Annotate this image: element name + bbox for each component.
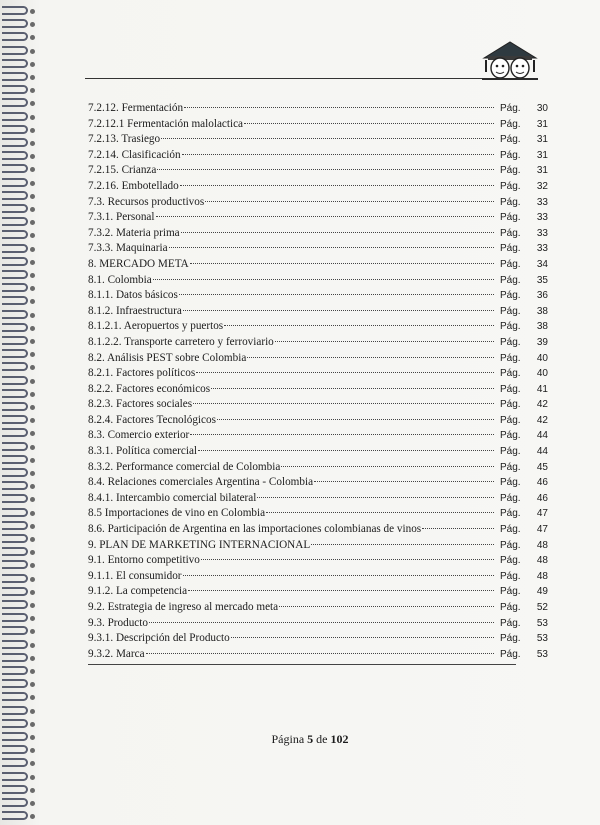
toc-entry-page [500,524,548,535]
toc-entry [88,289,548,305]
binding-ring [2,46,28,55]
toc-entry [88,492,548,508]
toc-entry [88,429,548,445]
table-of-contents [88,102,548,663]
binding-ring [2,587,28,596]
page-label: Pág. [500,352,521,364]
toc-entry [88,632,548,648]
toc-entry [88,118,548,134]
page-label: Pág. [500,648,521,660]
toc-entry [88,398,548,414]
binding-ring [2,415,28,424]
toc-entry-page [500,384,548,395]
binding-ring [2,336,28,345]
toc-entry [88,352,548,368]
toc-entry-title: 8.4. Relaciones comerciales Argentina - Colombia [88,476,314,489]
footer-prefix: Página [271,732,305,746]
toc-entry-page [500,103,548,114]
page-label: Pág. [500,243,521,255]
toc-entry [88,102,548,118]
toc-entry [88,133,548,149]
toc-entry-title: 7.3. Recursos productivos [88,195,205,208]
page-number: 33 [536,212,548,224]
toc-entry-page [500,275,548,286]
page-label: Pág. [500,633,521,645]
binding-ring [2,772,28,781]
dot-leader [244,123,494,124]
page-label: Pág. [500,524,521,536]
binding-ring [2,19,28,28]
page-number: 53 [536,648,548,660]
page-label: Pág. [500,290,521,302]
page-label: Pág. [500,492,521,504]
toc-entry-title: 9.1.1. El consumidor [88,569,182,582]
dot-leader [205,201,494,202]
page-number: 47 [536,508,548,520]
page-number: 47 [536,524,548,536]
toc-entry [88,211,548,227]
dot-leader [211,388,494,389]
toc-entry-title: 7.2.12.1 Fermentación malolactica [88,117,244,130]
page-label: Pág. [500,180,521,192]
toc-entry [88,274,548,290]
binding-ring [2,112,28,121]
toc-entry-title: 7.2.15. Crianza [88,164,157,177]
toc-entry-page [500,430,548,441]
page-number: 41 [536,383,548,395]
page-number: 38 [536,321,548,333]
binding-ring [2,679,28,688]
toc-entry-page [500,212,548,223]
footer-current-page: 5 [307,732,314,746]
dot-leader [311,544,494,545]
toc-entry-title: 9. PLAN DE MARKETING INTERNACIONAL [88,538,311,551]
binding-ring [2,72,28,81]
page-label: Pág. [500,555,521,567]
toc-entry-title: 9.3. Producto [88,616,148,629]
binding-ring [2,257,28,266]
toc-entry-page [500,540,548,551]
binding-ring [2,32,28,41]
page-label: Pág. [500,336,521,348]
binding-ring [2,534,28,543]
toc-entry-title: 8.2.2. Factores económicos [88,382,211,395]
page-label: Pág. [500,134,521,146]
binding-ring [2,508,28,517]
page-label: Pág. [500,430,521,442]
binding-ring [2,151,28,160]
binding-ring [2,613,28,622]
page-label: Pág. [500,586,521,598]
toc-entry-title: 7.3.2. Materia prima [88,226,180,239]
dot-leader [281,466,494,467]
toc-entry-page [500,618,548,629]
toc-entry [88,149,548,165]
toc-entry-title: 8.3. Comercio exterior [88,429,190,442]
toc-entry [88,648,548,664]
page-number: 34 [536,258,548,270]
toc-entry-page [500,446,548,457]
dot-leader [257,497,494,498]
toc-entry [88,320,548,336]
binding-ring [2,244,28,253]
page-label: Pág. [500,570,521,582]
binding-ring [2,560,28,569]
toc-entry-title: 8.1.2.2. Transporte carretero y ferroviario [88,335,274,348]
page-number: 31 [536,134,548,146]
binding-ring [2,811,28,820]
page-label: Pág. [500,103,521,114]
page-number: 42 [536,399,548,411]
binding-ring [2,270,28,279]
toc-entry [88,507,548,523]
toc-entry-page [500,181,548,192]
binding-ring [2,283,28,292]
dot-leader [193,403,494,404]
toc-entry [88,414,548,430]
binding-ring [2,640,28,649]
binding-ring [2,798,28,807]
binding-ring [2,481,28,490]
binding-ring [2,59,28,68]
toc-entry-title: 8.3.2. Performance comercial de Colombia [88,460,281,473]
toc-entry-page [500,228,548,239]
page-label: Pág. [500,149,521,161]
toc-entry [88,227,548,243]
toc-entry-page [500,586,548,597]
toc-entry [88,305,548,321]
dot-leader [422,528,494,529]
toc-entry-title: 8.2. Análisis PEST sobre Colombia [88,351,247,364]
binding-ring [2,626,28,635]
dot-leader [169,247,494,248]
dot-leader [231,637,494,638]
binding-ring [2,706,28,715]
dot-leader [157,169,494,170]
page-number: 40 [536,352,548,364]
toc-entry [88,554,548,570]
toc-entry-page [500,353,548,364]
page-number: 48 [536,539,548,551]
dot-leader [179,294,494,295]
page-number: 33 [536,243,548,255]
dot-leader [201,559,494,560]
dot-leader [190,434,494,435]
binding-ring [2,600,28,609]
binding-ring [2,547,28,556]
logo-icon [478,38,542,86]
binding-ring [2,455,28,464]
toc-entry [88,617,548,633]
binding-ring [2,521,28,530]
dot-leader [146,653,494,654]
toc-entry-title: 8.2.3. Factores sociales [88,398,193,411]
page-number-footer [0,732,600,747]
dot-leader [181,232,494,233]
toc-entry-title: 9.1.2. La competencia [88,585,188,598]
page-label: Pág. [500,539,521,551]
dot-leader [184,107,494,108]
toc-entry-title: 8.6. Participación de Argentina en las importaciones colombianas de vinos [88,523,422,536]
toc-entry [88,180,548,196]
page-label: Pág. [500,305,521,317]
binding-ring [2,125,28,134]
binding-ring [2,758,28,767]
toc-entry [88,164,548,180]
dot-leader [161,138,494,139]
toc-entry [88,242,548,258]
binding-ring [2,442,28,451]
page-number: 33 [536,227,548,239]
page-number: 31 [536,118,548,130]
toc-entry-page [500,649,548,660]
binding-ring [2,653,28,662]
binding-ring [2,785,28,794]
toc-entry-page [500,321,548,332]
toc-entry-title: 8.1. Colombia [88,273,152,286]
binding-ring [2,98,28,107]
dot-leader [183,310,494,311]
page-number: 31 [536,165,548,177]
page-label: Pág. [500,617,521,629]
binding-ring [2,389,28,398]
toc-entry-page [500,602,548,613]
dot-leader [149,622,494,623]
toc-entry-title: 9.1. Entorno competitivo [88,554,200,567]
binding-ring [2,349,28,358]
binding-ring [2,719,28,728]
page-label: Pág. [500,399,521,411]
page-number: 53 [536,633,548,645]
dot-leader [156,216,495,217]
toc-entry-page [500,399,548,410]
binding-ring [2,230,28,239]
page-label: Pág. [500,414,521,426]
page-label: Pág. [500,446,521,458]
spiral-binding [0,0,38,825]
toc-entry-title: 7.3.1. Personal [88,211,155,224]
toc-entry-page [500,197,548,208]
page-number: 45 [536,461,548,473]
page-label: Pág. [500,368,521,380]
toc-entry [88,476,548,492]
page-number: 30 [536,103,548,114]
binding-ring [2,296,28,305]
toc-entry [88,383,548,399]
dot-leader [188,590,494,591]
dot-leader [224,325,494,326]
toc-entry-title: 9.3.1. Descripción del Producto [88,632,230,645]
toc-entry [88,445,548,461]
page-label: Pág. [500,227,521,239]
toc-entry [88,367,548,383]
binding-ring [2,310,28,319]
binding-ring [2,164,28,173]
toc-entry-page [500,119,548,130]
binding-ring [2,666,28,675]
binding-ring [2,494,28,503]
toc-entry [88,570,548,586]
binding-ring [2,191,28,200]
binding-ring [2,138,28,147]
toc-entry [88,196,548,212]
toc-entry-title: 7.2.13. Trasiego [88,133,161,146]
page-number: 53 [536,617,548,629]
binding-ring [2,217,28,226]
page-label: Pág. [500,461,521,473]
binding-ring [2,468,28,477]
toc-entry-page [500,306,548,317]
page-number: 36 [536,290,548,302]
binding-ring [2,574,28,583]
toc-entry [88,539,548,555]
toc-entry-page [500,150,548,161]
binding-ring [2,428,28,437]
dot-leader [247,357,494,358]
footer-total-pages: 102 [330,732,349,746]
page-number: 33 [536,196,548,208]
toc-entry [88,523,548,539]
header-rule [85,78,485,79]
page-number: 44 [536,446,548,458]
binding-ring [2,204,28,213]
page-label: Pág. [500,274,521,286]
toc-entry-page [500,633,548,644]
page-label: Pág. [500,602,521,613]
footer-sep: de [316,732,328,746]
binding-ring [2,376,28,385]
page-number: 52 [536,602,548,613]
page-label: Pág. [500,508,521,520]
toc-entry-title: 7.2.16. Embotellado [88,179,179,192]
dot-leader [153,279,494,280]
toc-entry [88,601,548,617]
binding-ring [2,362,28,371]
page-number: 31 [536,149,548,161]
page-number: 40 [536,368,548,380]
toc-entry-title: 8.5 Importaciones de vino en Colombia [88,507,266,520]
page-number: 35 [536,274,548,286]
toc-entry-title: 8.2.4. Factores Tecnológicos [88,413,216,426]
dot-leader [182,154,494,155]
toc-entry [88,258,548,274]
toc-entry-title: 8.1.1. Datos básicos [88,289,178,302]
dot-leader [279,606,494,607]
toc-entry-title: 8.4.1. Intercambio comercial bilateral [88,491,257,504]
toc-entry [88,336,548,352]
dot-leader [183,575,494,576]
page-number: 39 [536,336,548,348]
dot-leader [196,372,494,373]
binding-ring [2,85,28,94]
toc-entry-page [500,134,548,145]
toc-entry-title: 8.1.2. Infraestructura [88,304,182,317]
toc-entry-page [500,165,548,176]
page-label: Pág. [500,212,521,224]
dot-leader [180,185,494,186]
binding-ring [2,323,28,332]
page-label: Pág. [500,196,521,208]
toc-entry-page [500,368,548,379]
toc-entry-title: 7.3.3. Maquinaria [88,242,168,255]
toc-entry-title: 8.3.1. Política comercial [88,445,198,458]
toc-entry-page [500,571,548,582]
footer-rule [88,664,516,665]
binding-ring [2,6,28,15]
toc-entry-title: 7.2.14. Clasificación [88,148,181,161]
page-label: Pág. [500,321,521,333]
page-label: Pág. [500,258,521,270]
dot-leader [217,419,494,420]
page-number: 46 [536,477,548,489]
toc-entry [88,461,548,477]
dot-leader [275,341,494,342]
page-number: 46 [536,492,548,504]
page-label: Pág. [500,165,521,177]
toc-entry-page [500,290,548,301]
toc-entry-page [500,415,548,426]
toc-entry [88,585,548,601]
binding-ring [2,178,28,187]
toc-entry-title: 9.2. Estrategia de ingreso al mercado meta [88,601,279,613]
toc-entry-page [500,337,548,348]
toc-entry-title: 8. MERCADO META [88,257,189,270]
page-label: Pág. [500,477,521,489]
page-label: Pág. [500,383,521,395]
page-number: 44 [536,430,548,442]
toc-entry-page [500,477,548,488]
page-number: 38 [536,305,548,317]
page-number: 48 [536,555,548,567]
page-label: Pág. [500,118,521,130]
toc-entry-page [500,243,548,254]
page-number: 32 [536,180,548,192]
toc-entry-title: 8.1.2.1. Aeropuertos y puertos [88,320,224,333]
toc-entry-page [500,555,548,566]
binding-ring [2,692,28,701]
toc-entry-title: 7.2.12. Fermentación [88,102,184,114]
toc-entry-title: 8.2.1. Factores políticos [88,367,196,380]
toc-entry-page [500,259,548,270]
toc-entry-page [500,508,548,519]
dot-leader [190,263,494,264]
page-number: 48 [536,570,548,582]
toc-entry-page [500,462,548,473]
binding-ring [2,402,28,411]
dot-leader [266,512,494,513]
dot-leader [198,450,494,451]
page-number: 49 [536,586,548,598]
page-number: 42 [536,414,548,426]
toc-entry-title: 9.3.2. Marca [88,647,145,660]
dot-leader [314,481,494,482]
toc-entry-page [500,493,548,504]
